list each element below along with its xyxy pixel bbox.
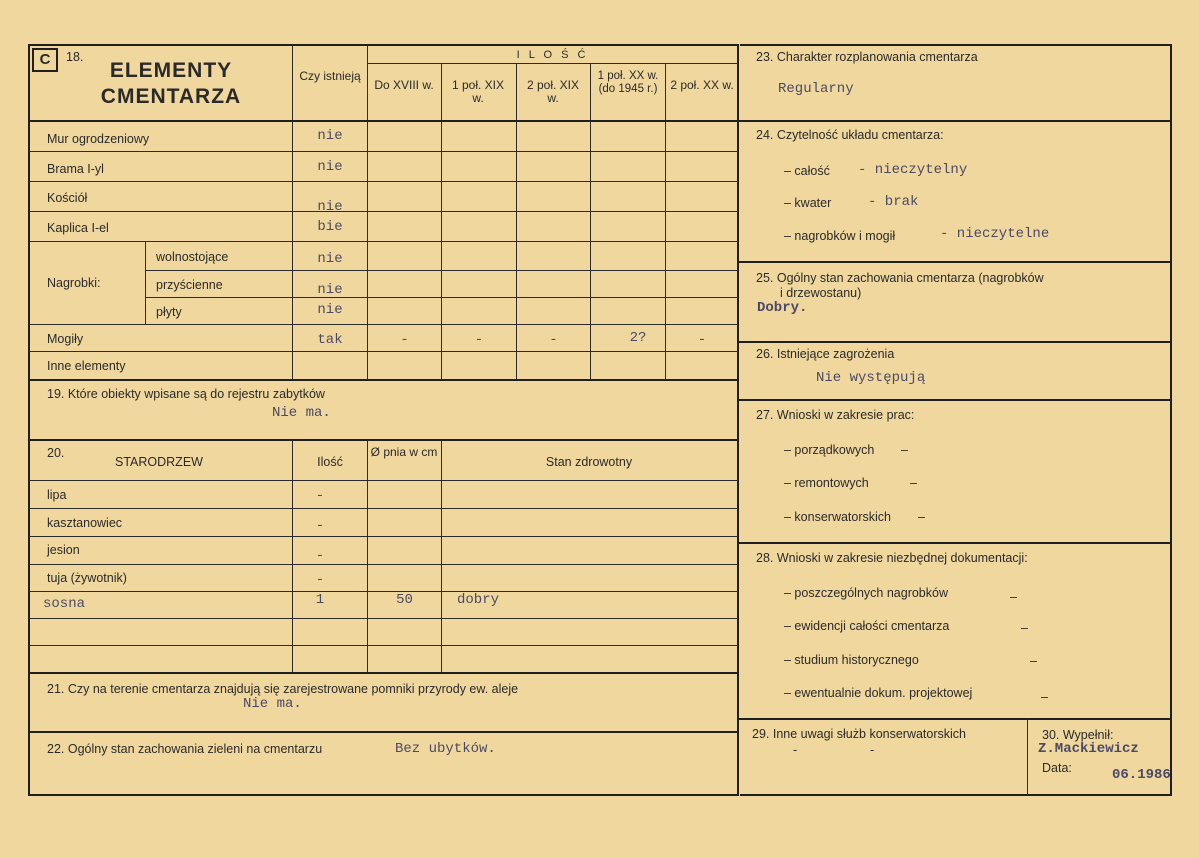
q26-label: 26. Istniejące zagrożenia — [756, 347, 895, 361]
q28-label: 28. Wnioski w zakresie niezbędnej dokumentacji: — [756, 551, 1028, 565]
q28-answer-nagrobkow: – — [1010, 590, 1017, 604]
q24-item-nagrobkow: – nagrobków i mogił — [784, 229, 896, 243]
exists-kosciol: nie — [317, 199, 343, 215]
row-label-wolnostojace: wolnostojące — [156, 250, 229, 264]
q23-label: 23. Charakter rozplanowania cmentarza — [756, 50, 978, 64]
q20-col-health: Stan zdrowotny — [545, 455, 633, 469]
q24-answer-nagrobkow: - nieczytelne — [940, 226, 1050, 242]
tree-name-lipa: lipa — [47, 488, 67, 502]
q21-answer: Nie ma. — [243, 696, 302, 712]
q24-answer-kwater: - brak — [868, 194, 919, 210]
q21-label: 21. Czy na terenie cmentarza znajdują się zarejestrowane pomniki przyrody ew. aleje — [47, 682, 519, 696]
q28-answer-ewidencji: – — [1021, 621, 1028, 635]
q25-label-line2: i drzewostanu) — [780, 286, 862, 300]
q28-answer-projektowej: – — [1041, 690, 1048, 704]
col-exists-header: Czy istnieją — [299, 69, 361, 83]
q22-label: 22. Ogólny stan zachowania zieleni na cmentarzu — [47, 742, 323, 756]
exists-wolnostojace: nie — [317, 251, 343, 267]
q24-answer-calosc: - nieczytelny — [858, 162, 968, 178]
q24-item-kwater: – kwater — [784, 196, 832, 210]
q30-date: 06.1986 — [1112, 767, 1171, 783]
q25-answer: Dobry. — [757, 300, 808, 316]
tree-qty-jesion: - — [315, 548, 325, 564]
row-label-przyscienne: przyścienne — [156, 278, 223, 292]
q27-item-remontowych: – remontowych — [784, 476, 869, 490]
exists-przyscienne: nie — [317, 282, 343, 298]
q27-answer-remontowych: – — [910, 476, 917, 490]
mogily-period-4: 2? — [629, 330, 647, 346]
row-label-kaplica: Kaplica I-el — [47, 221, 109, 235]
mogily-period-5: - — [697, 332, 707, 348]
nagrobki-label: Nagrobki: — [47, 276, 101, 290]
tree-qty-lipa: - — [315, 488, 325, 504]
q20-col-diam: Ø pnia w cm — [370, 445, 438, 459]
row-label-inne: Inne elementy — [47, 359, 126, 373]
q28-item-projektowej: – ewentualnie dokum. projektowej — [784, 686, 973, 700]
exists-plyty: nie — [317, 302, 343, 318]
q29-answer-1: - — [793, 743, 798, 757]
tree-name-sosna: sosna — [43, 596, 86, 612]
section-letter-box: C — [32, 48, 58, 72]
frame-left-bottom — [28, 794, 738, 796]
tree-name-tuja: tuja (żywotnik) — [47, 571, 127, 585]
tree-qty-kasztanowiec: - — [315, 518, 325, 534]
q26-answer: Nie występują — [816, 370, 926, 386]
q27-label: 27. Wnioski w zakresie prac: — [756, 408, 915, 422]
period-header-4: 1 poł. XX w. (do 1945 r.) — [597, 70, 659, 95]
q28-answer-studium: – — [1030, 654, 1037, 668]
q29-label: 29. Inne uwagi służb konserwatorskich — [752, 727, 967, 741]
q27-item-porzadkowych: – porządkowych — [784, 443, 875, 457]
row-label-mur: Mur ogrodzeniowy — [47, 132, 150, 146]
q20-col-qty: Ilość — [317, 455, 343, 469]
q22-answer: Bez ubytków. — [395, 741, 496, 757]
frame-left-left — [28, 44, 30, 796]
q27-answer-konserwatorskich: – — [918, 510, 925, 524]
mogily-period-3: - — [549, 332, 558, 348]
exists-mur: nie — [317, 128, 343, 144]
frame-right-right — [1170, 44, 1172, 796]
section-title — [60, 58, 282, 110]
tree-name-kasztanowiec: kasztanowiec — [47, 516, 123, 530]
q30-date-label: Data: — [1042, 761, 1072, 775]
tree-name-jesion: jesion — [47, 543, 80, 557]
ilosc-header: I L O Ś Ć — [516, 49, 589, 61]
mogily-period-2: - — [474, 332, 484, 348]
q28-item-ewidencji: – ewidencji całości cmentarza — [784, 619, 950, 633]
mogily-period-1: - — [400, 332, 409, 348]
section-title-line1: ELEMENTY — [109, 59, 233, 82]
row-label-kosciol: Kościół — [47, 191, 88, 205]
tree-health-sosna: dobry — [457, 592, 500, 608]
tree-diam-sosna: 50 — [396, 592, 413, 608]
q20-title: STARODRZEW — [115, 455, 203, 469]
row-label-brama: Brama I-yl — [47, 162, 104, 176]
q29-answer-2: - — [870, 743, 875, 757]
q28-item-studium: – studium historycznego — [784, 653, 919, 667]
row-label-plyty: płyty — [156, 305, 182, 319]
q19-answer: Nie ma. — [272, 405, 331, 421]
period-header-5: 2 poł. XX w. — [670, 78, 734, 92]
q23-answer: Regularny — [778, 81, 854, 97]
tree-qty-sosna: 1 — [315, 592, 325, 608]
q27-answer-porzadkowych: – — [901, 443, 908, 457]
period-header-3: 2 poł. XIX w. — [526, 78, 580, 105]
frame-left-top — [28, 44, 738, 46]
frame-right-bottom — [740, 794, 1172, 796]
exists-kaplica: bie — [317, 219, 343, 235]
q30-name: Z.Mackiewicz — [1038, 741, 1139, 757]
q28-item-nagrobkow: – poszczególnych nagrobków — [784, 586, 948, 600]
section-title-line2: CMENTARZA — [100, 85, 242, 108]
exists-brama: nie — [317, 159, 343, 175]
q24-item-calosc: – całość — [784, 164, 830, 178]
frame-left-right — [737, 44, 739, 796]
q19-label: 19. Które obiekty wpisane są do rejestru zabytków — [47, 387, 325, 401]
tree-qty-tuja: - — [315, 572, 325, 588]
exists-mogily: tak — [317, 332, 343, 348]
q27-item-konserwatorskich: – konserwatorskich — [784, 510, 891, 524]
frame-right-top — [740, 44, 1172, 46]
period-header-2: 1 poł. XIX w. — [451, 78, 505, 105]
section-number: 18. — [66, 50, 84, 64]
period-header-1: Do XVIII w. — [374, 78, 434, 92]
q25-label-line1: 25. Ogólny stan zachowania cmentarza (nagrobków — [756, 271, 1044, 285]
q30-label: 30. Wypełnił: — [1042, 728, 1114, 742]
q24-label: 24. Czytelność układu cmentarza: — [756, 128, 944, 142]
q20-number: 20. — [47, 446, 65, 460]
row-label-mogily: Mogiły — [47, 332, 84, 346]
